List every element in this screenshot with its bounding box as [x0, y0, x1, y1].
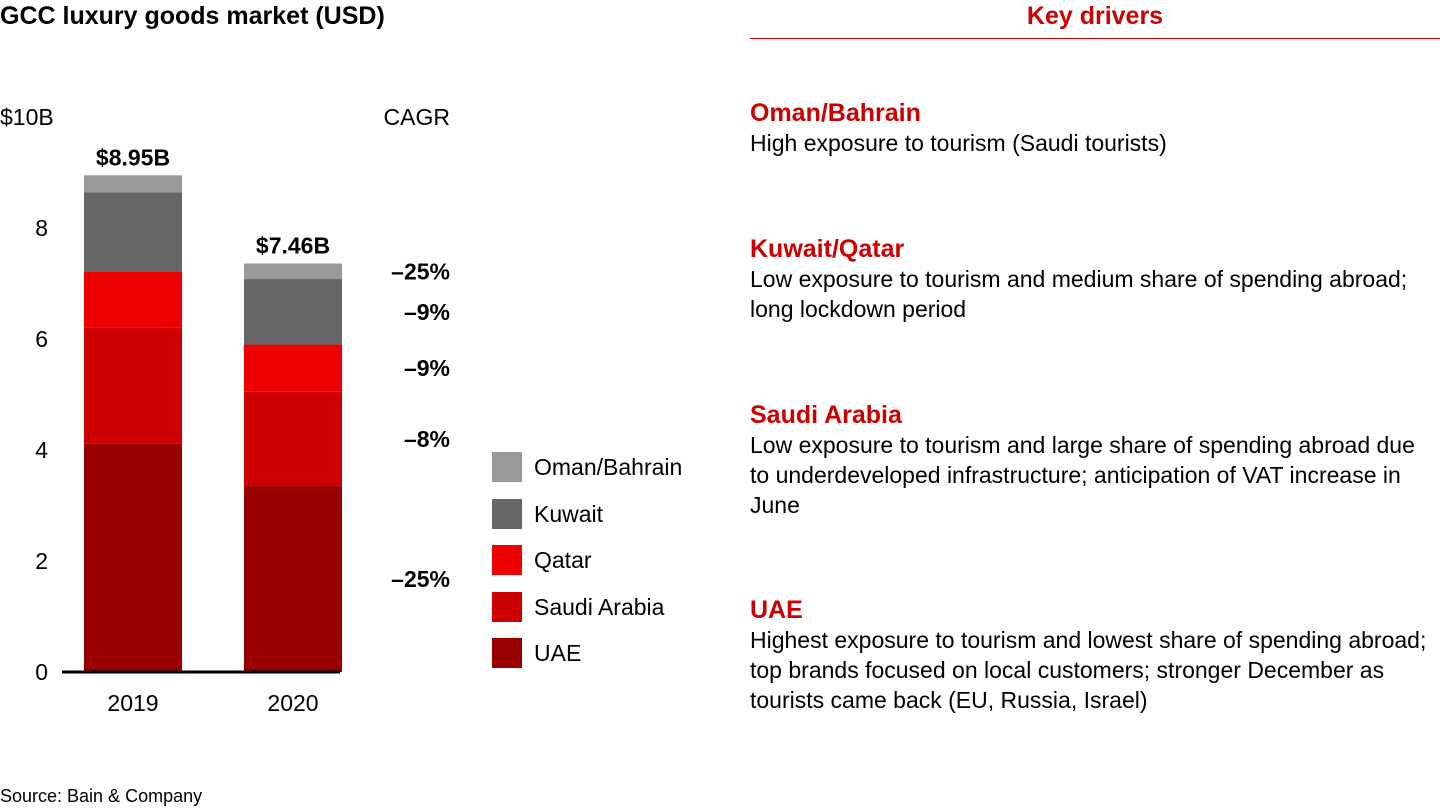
driver-text: Low exposure to tourism and large share of spending abroad due to underdeveloped infrastructure; anticipation of VAT increase in June [750, 432, 1415, 518]
legend-swatch [492, 499, 522, 529]
bar-segment-kuwait-2020 [244, 279, 342, 344]
x-tick-label: 2019 [107, 690, 159, 716]
bar-segment-qatar-2019 [84, 271, 182, 328]
driver-heading: UAE [750, 596, 803, 624]
legend-label: UAE [534, 640, 582, 666]
stacked-bar-chart [0, 0, 480, 730]
chart-title: GCC luxury goods market (USD) [0, 2, 385, 30]
driver-heading: Oman/Bahrain [750, 99, 921, 127]
driver-text: Low exposure to tourism and medium share of spending abroad; long lockdown period [750, 266, 1408, 322]
y-tick-label: 4 [35, 437, 48, 463]
bar-segment-uae-2019 [84, 443, 182, 672]
cagr-label-saudi-arabia: –8% [403, 425, 450, 452]
cagr-label-uae: –25% [391, 566, 450, 593]
driver-uae [750, 595, 1430, 715]
y-axis-unit-label: $10B [0, 104, 54, 130]
bar-segment-saudi-arabia-2019 [84, 328, 182, 443]
cagr-header: CAGR [383, 104, 450, 130]
legend-swatch [492, 638, 522, 668]
legend-label: Qatar [534, 547, 592, 573]
x-tick-label: 2020 [267, 690, 319, 716]
key-drivers-divider [750, 38, 1440, 39]
bar-segment-kuwait-2019 [84, 192, 182, 271]
source-note: Source: Bain & Company [0, 786, 203, 806]
driver-heading: Saudi Arabia [750, 401, 902, 429]
driver-kuwait-qatar [750, 234, 1430, 324]
bar-segment-saudi-arabia-2020 [244, 392, 342, 486]
key-drivers-title: Key drivers [1026, 2, 1164, 30]
y-tick-label: 6 [35, 326, 48, 352]
driver-saudi-arabia [750, 400, 1430, 520]
driver-heading: Kuwait/Qatar [750, 235, 905, 263]
bar-segment-oman-bahrain-2020 [244, 264, 342, 280]
legend-swatch [492, 592, 522, 622]
driver-text: High exposure to tourism (Saudi tourists) [750, 130, 1167, 156]
legend-swatch [492, 545, 522, 575]
driver-oman-bahrain [750, 98, 1430, 158]
legend-label: Oman/Bahrain [534, 454, 683, 480]
bar-segment-qatar-2020 [244, 345, 342, 392]
driver-text: Highest exposure to tourism and lowest share of spending abroad; top brands focused on local customers; stronger December as tourists came back (EU, Russia, Israel) [750, 627, 1427, 713]
bar-segment-oman-bahrain-2019 [84, 175, 182, 192]
legend-label: Saudi Arabia [534, 593, 665, 620]
y-tick-label: 0 [35, 659, 48, 685]
cagr-label-kuwait: –9% [403, 298, 450, 325]
bar-segment-uae-2020 [244, 486, 342, 672]
legend-label: Kuwait [534, 500, 604, 527]
bar-total-label: $7.46B [255, 232, 331, 259]
cagr-label-oman-bahrain: –25% [391, 258, 450, 285]
bar-total-label: $8.95B [95, 144, 171, 171]
legend-swatch [492, 452, 522, 482]
y-tick-label: 8 [35, 215, 48, 241]
cagr-label-qatar: –9% [403, 355, 450, 382]
y-tick-label: 2 [35, 548, 48, 574]
